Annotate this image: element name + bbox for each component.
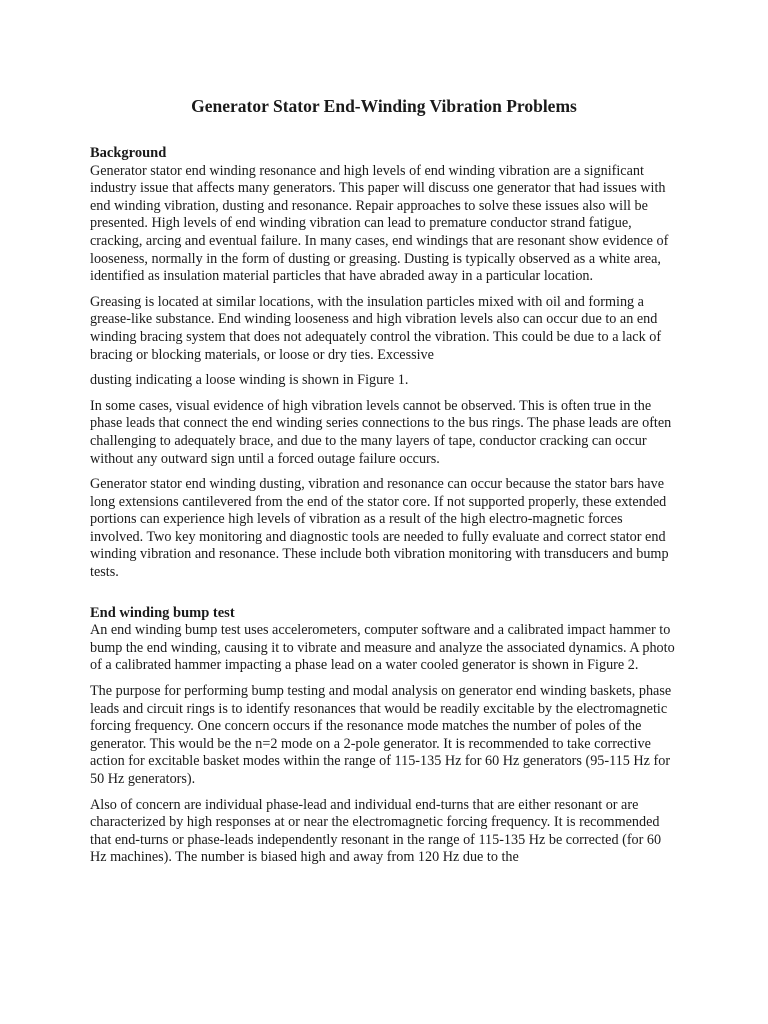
document-page: [90, 0, 678, 867]
paragraph: Generator stator end winding dusting, vibration and resonance can occur because the stator bars have long extensions cantilevered from the end of the stator core. If not supported properly, these extended portions can experience high levels of vibration as a result of the high electro-magnetic forces involved. Two key monitoring and diagnostic tools are needed to fully evaluate and correct stator end winding vibration and resonance. These include both vibration monitoring with transducers and bump tests.: [90, 476, 669, 581]
paragraph: An end winding bump test uses accelerometers, computer software and a calibrated impact hammer to bump the end winding, causing it to vibrate and measure and analyze the associated dynamics. A photo of a calibrated hammer impacting a phase lead on a water cooled generator is shown in Figure 2.: [90, 622, 675, 674]
paragraph: dusting indicating a loose winding is shown in Figure 1.: [90, 372, 409, 389]
section-end-winding-bump-test: [90, 605, 678, 867]
document-title: Generator Stator End-Winding Vibration Problems: [191, 96, 577, 116]
paragraph: Also of concern are individual phase-lead and individual end-turns that are either resonant or are characterized by high responses at or near the electromagnetic forcing frequency. It is recommended that end-turns or phase-leads independently resonant in the range of 115-135 Hz be corrected (for 60 Hz machines). The number is biased high and away from 120 Hz due to the: [90, 796, 662, 866]
paragraph: In some cases, visual evidence of high vibration levels cannot be observed. This is often true in the phase leads that connect the end winding series connections to the bus rings. The phase leads are often challenging to adequately brace, and due to the many layers of tape, conductor cracking can occur without any outward sign until a forced outage failure occurs.: [90, 397, 672, 467]
paragraph: Generator stator end winding resonance and high levels of end winding vibration are a significant industry issue that affects many generators. This paper will discuss one generator that had issues with end winding vibration, dusting and resonance. Repair approaches to solve these issues also will be presented. High levels of end winding vibration can lead to premature conductor strand fatigue, cracking, arcing and eventual failure. In many cases, end windings that are resonant show evidence of looseness, normally in the form of dusting or greasing. Dusting is typically observed as a white area, identified as insulation material particles that have abraded away in a particular location.: [90, 162, 669, 285]
section-heading: Background: [90, 145, 167, 161]
paragraph: The purpose for performing bump testing and modal analysis on generator end winding baskets, phase leads and circuit rings is to identify resonances that would be readily excitable by the electromagnetic forcing frequency. One concern occurs if the resonance mode matches the number of poles of the generator. This would be the n=2 mode on a 2-pole generator. It is recommended to take corrective action for excitable basket modes within the range of 115-135 Hz for 60 Hz generators (95-115 Hz for 50 Hz generators).: [90, 683, 672, 787]
section-background: [90, 145, 678, 582]
paragraph: Greasing is located at similar locations, with the insulation particles mixed with oil and forming a grease-like substance. End winding looseness and high vibration levels also can occur due to an end winding bracing system that does not adequately control the vibration. This could be due to a lack of bracing or blocking materials, or loose or dry ties. Excessive: [90, 293, 662, 363]
section-heading: End winding bump test: [90, 604, 235, 621]
